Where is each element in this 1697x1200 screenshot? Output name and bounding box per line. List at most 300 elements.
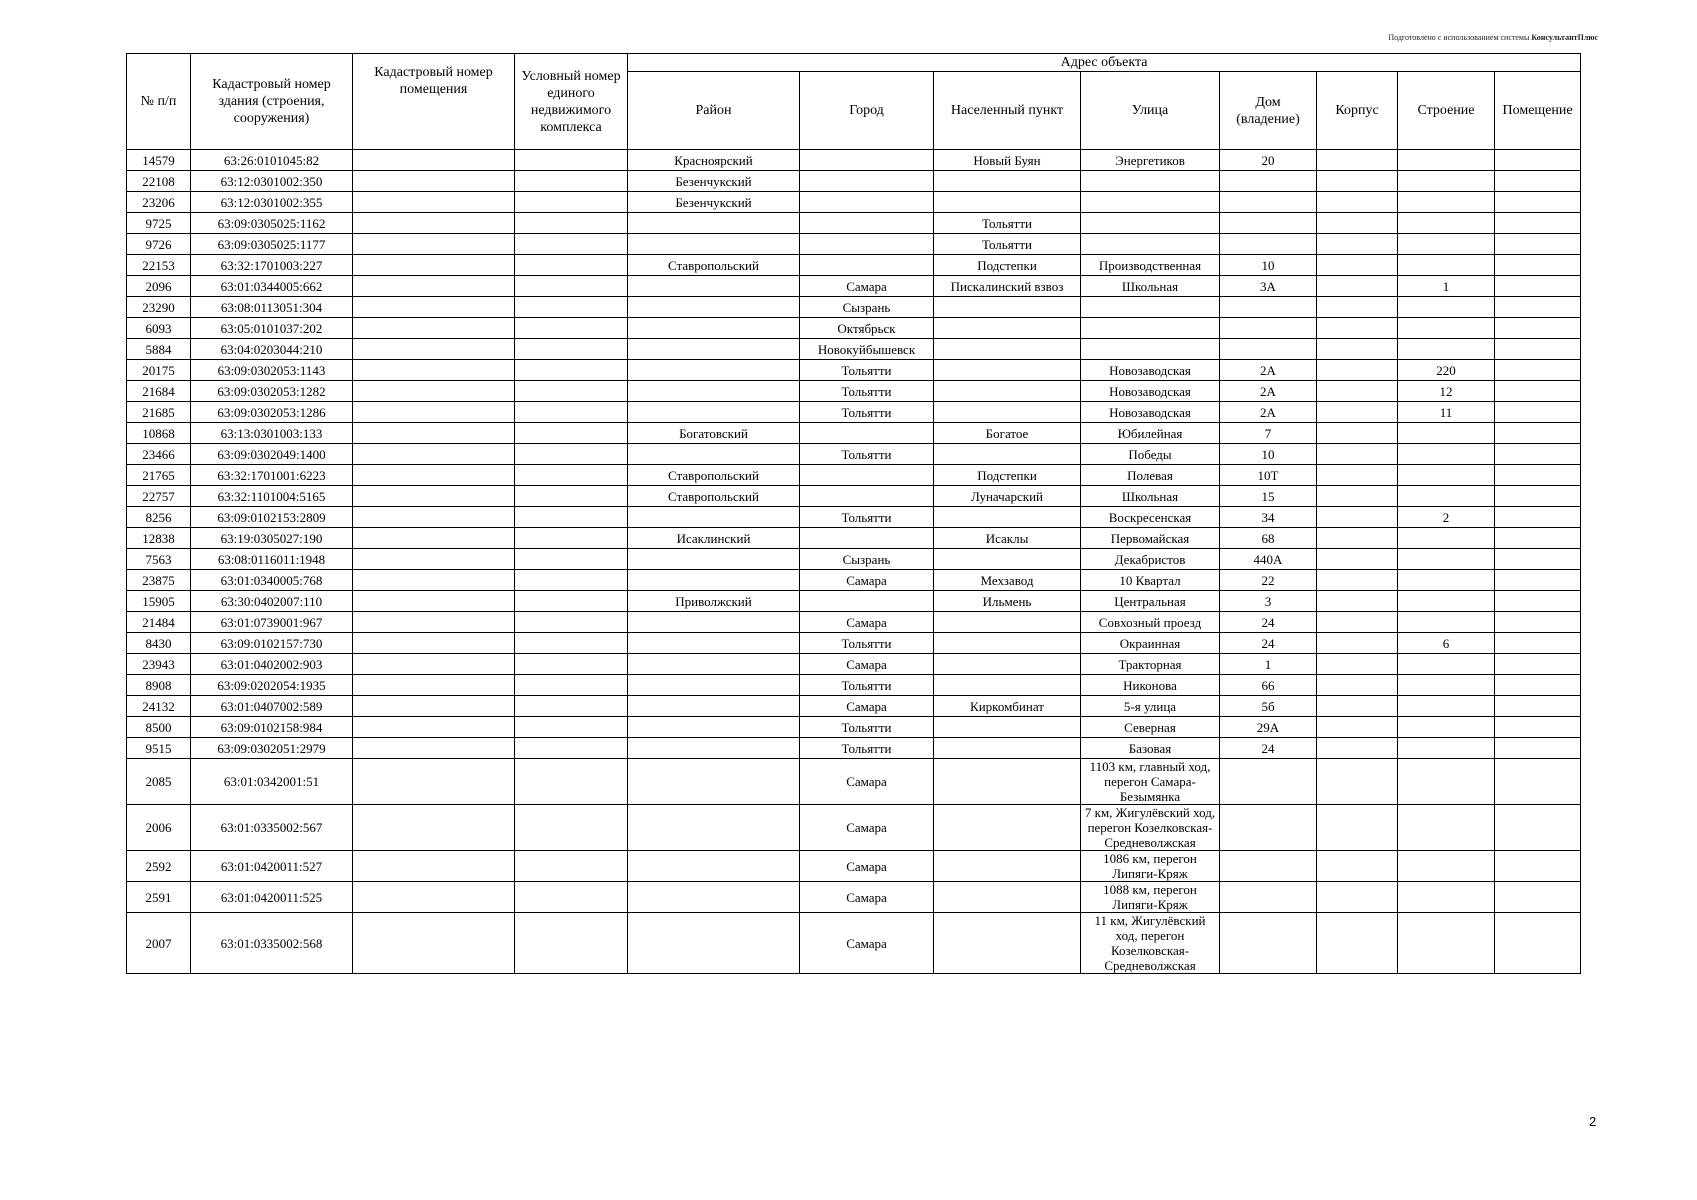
cell-house [1220, 171, 1317, 192]
cell-house [1220, 851, 1317, 882]
cell-house: 1 [1220, 654, 1317, 675]
cell-house: 29А [1220, 717, 1317, 738]
cell-number: 15905 [127, 591, 191, 612]
table-row [127, 717, 1581, 738]
cell-korpus [1317, 381, 1398, 402]
cell-city [800, 255, 934, 276]
cell-building-cadastral: 63:30:0402007:110 [191, 591, 353, 612]
cell-room [1495, 423, 1581, 444]
cell-building [1398, 150, 1495, 171]
cell-number: 23290 [127, 297, 191, 318]
cell-building [1398, 444, 1495, 465]
cell-korpus [1317, 549, 1398, 570]
cell-room-cadastral [353, 381, 515, 402]
cell-number: 21484 [127, 612, 191, 633]
cell-building-cadastral: 63:01:0335002:568 [191, 913, 353, 974]
cell-room [1495, 805, 1581, 851]
cell-house: 2А [1220, 402, 1317, 423]
cell-city: Тольятти [800, 717, 934, 738]
cell-korpus [1317, 360, 1398, 381]
cell-district [628, 882, 800, 913]
cell-locality [934, 318, 1081, 339]
cell-room [1495, 759, 1581, 805]
cell-building-cadastral: 63:09:0102153:2809 [191, 507, 353, 528]
cell-locality [934, 805, 1081, 851]
cell-building-cadastral: 63:01:0407002:589 [191, 696, 353, 717]
cell-city [800, 486, 934, 507]
table-row [127, 570, 1581, 591]
cell-room [1495, 612, 1581, 633]
cell-korpus [1317, 423, 1398, 444]
cell-building-cadastral: 63:09:0102158:984 [191, 717, 353, 738]
cell-korpus [1317, 654, 1398, 675]
cell-district [628, 339, 800, 360]
cell-city: Самара [800, 759, 934, 805]
cell-room [1495, 360, 1581, 381]
cell-room [1495, 549, 1581, 570]
cell-street: Новозаводская [1081, 402, 1220, 423]
cell-locality: Мехзавод [934, 570, 1081, 591]
cell-complex-number [515, 276, 628, 297]
cell-korpus [1317, 507, 1398, 528]
header-note-prefix: Подготовлено с использованием системы [1388, 33, 1530, 42]
cell-room-cadastral [353, 444, 515, 465]
cell-district [628, 318, 800, 339]
cell-room-cadastral [353, 192, 515, 213]
cell-building-cadastral: 63:09:0302049:1400 [191, 444, 353, 465]
cell-room-cadastral [353, 882, 515, 913]
cell-locality [934, 297, 1081, 318]
cell-complex-number [515, 570, 628, 591]
cell-room-cadastral [353, 913, 515, 974]
cell-complex-number [515, 234, 628, 255]
table-row [127, 591, 1581, 612]
cell-building-cadastral: 63:26:0101045:82 [191, 150, 353, 171]
cell-complex-number [515, 805, 628, 851]
cell-building: 1 [1398, 276, 1495, 297]
cell-locality: Пискалинский взвоз [934, 276, 1081, 297]
cell-city: Октябрьск [800, 318, 934, 339]
cell-number: 21685 [127, 402, 191, 423]
cell-korpus [1317, 465, 1398, 486]
cell-street: Полевая [1081, 465, 1220, 486]
cell-district: Богатовский [628, 423, 800, 444]
cell-korpus [1317, 591, 1398, 612]
cell-city: Самара [800, 913, 934, 974]
cell-house: 24 [1220, 633, 1317, 654]
cell-locality [934, 851, 1081, 882]
table-row [127, 654, 1581, 675]
cell-city: Тольятти [800, 402, 934, 423]
cell-house: 66 [1220, 675, 1317, 696]
cell-building [1398, 738, 1495, 759]
cell-building-cadastral: 63:09:0202054:1935 [191, 675, 353, 696]
table-row [127, 486, 1581, 507]
cell-locality [934, 381, 1081, 402]
table-row [127, 465, 1581, 486]
header-note-brand: КонсультантПлюс [1531, 33, 1598, 42]
cell-building [1398, 234, 1495, 255]
cell-room [1495, 234, 1581, 255]
cell-house: 68 [1220, 528, 1317, 549]
cell-district [628, 696, 800, 717]
cell-street: Декабристов [1081, 549, 1220, 570]
cell-number: 2007 [127, 913, 191, 974]
cell-building [1398, 851, 1495, 882]
table-row [127, 234, 1581, 255]
cell-locality [934, 675, 1081, 696]
cell-locality: Подстепки [934, 465, 1081, 486]
table-row [127, 696, 1581, 717]
cell-street: Школьная [1081, 486, 1220, 507]
cell-room-cadastral [353, 360, 515, 381]
cell-locality: Подстепки [934, 255, 1081, 276]
cell-house [1220, 913, 1317, 974]
cell-district [628, 360, 800, 381]
cell-complex-number [515, 675, 628, 696]
cell-street: Новозаводская [1081, 360, 1220, 381]
cell-locality: Луначарский [934, 486, 1081, 507]
cell-building-cadastral: 63:08:0116011:1948 [191, 549, 353, 570]
cell-korpus [1317, 213, 1398, 234]
cell-complex-number [515, 213, 628, 234]
table-row [127, 882, 1581, 913]
cell-complex-number [515, 717, 628, 738]
cell-complex-number [515, 423, 628, 444]
cell-street: Победы [1081, 444, 1220, 465]
cell-number: 21765 [127, 465, 191, 486]
cell-room [1495, 381, 1581, 402]
cell-room [1495, 654, 1581, 675]
cell-district [628, 276, 800, 297]
cell-room-cadastral [353, 759, 515, 805]
cell-room [1495, 570, 1581, 591]
cell-complex-number [515, 612, 628, 633]
cell-building [1398, 213, 1495, 234]
cell-room [1495, 150, 1581, 171]
cell-room-cadastral [353, 423, 515, 444]
col-header-complex-number: Условный номер единого недвижимого комплекса [515, 54, 628, 150]
cell-street: 7 км, Жигулёвский ход, перегон Козелковская-Средневолжская [1081, 805, 1220, 851]
cell-building-cadastral: 63:01:0344005:662 [191, 276, 353, 297]
cell-locality [934, 444, 1081, 465]
cell-building [1398, 171, 1495, 192]
cell-locality [934, 633, 1081, 654]
col-header-house: Дом (владение) [1220, 72, 1317, 150]
cell-district [628, 913, 800, 974]
cell-locality [934, 507, 1081, 528]
table-row [127, 612, 1581, 633]
cell-street: Новозаводская [1081, 381, 1220, 402]
cell-street [1081, 171, 1220, 192]
cell-number: 2591 [127, 882, 191, 913]
cell-room [1495, 882, 1581, 913]
cell-house [1220, 213, 1317, 234]
cell-city: Тольятти [800, 738, 934, 759]
cell-number: 8256 [127, 507, 191, 528]
cell-district [628, 717, 800, 738]
cell-district: Безенчукский [628, 171, 800, 192]
cell-locality: Новый Буян [934, 150, 1081, 171]
register-table [126, 53, 1581, 974]
cell-room-cadastral [353, 402, 515, 423]
cell-korpus [1317, 486, 1398, 507]
cell-complex-number [515, 851, 628, 882]
cell-building-cadastral: 63:13:0301003:133 [191, 423, 353, 444]
cell-building [1398, 339, 1495, 360]
col-header-city: Город [800, 72, 934, 150]
cell-building: 11 [1398, 402, 1495, 423]
cell-building [1398, 486, 1495, 507]
cell-building: 12 [1398, 381, 1495, 402]
cell-room [1495, 402, 1581, 423]
table-row [127, 528, 1581, 549]
cell-street: 11 км, Жигулёвский ход, перегон Козелковская-Средневолжская [1081, 913, 1220, 974]
table-row [127, 192, 1581, 213]
cell-building [1398, 675, 1495, 696]
cell-building-cadastral: 63:09:0302053:1282 [191, 381, 353, 402]
cell-room [1495, 675, 1581, 696]
cell-building [1398, 913, 1495, 974]
cell-korpus [1317, 402, 1398, 423]
cell-street: Первомайская [1081, 528, 1220, 549]
table-body [127, 150, 1581, 974]
cell-building [1398, 696, 1495, 717]
cell-room [1495, 213, 1581, 234]
cell-building [1398, 570, 1495, 591]
cell-building [1398, 423, 1495, 444]
cell-building-cadastral: 63:01:0420011:525 [191, 882, 353, 913]
cell-house [1220, 318, 1317, 339]
cell-house [1220, 759, 1317, 805]
cell-district [628, 234, 800, 255]
cell-room [1495, 591, 1581, 612]
cell-building-cadastral: 63:01:0335002:567 [191, 805, 353, 851]
cell-district: Исаклинский [628, 528, 800, 549]
cell-number: 23875 [127, 570, 191, 591]
cell-complex-number [515, 192, 628, 213]
cell-number: 7563 [127, 549, 191, 570]
cell-city [800, 591, 934, 612]
cell-district: Приволжский [628, 591, 800, 612]
cell-district [628, 738, 800, 759]
cell-street [1081, 234, 1220, 255]
cell-complex-number [515, 591, 628, 612]
cell-building [1398, 192, 1495, 213]
cell-district [628, 654, 800, 675]
cell-number: 12838 [127, 528, 191, 549]
cell-room [1495, 171, 1581, 192]
col-header-district: Район [628, 72, 800, 150]
cell-korpus [1317, 255, 1398, 276]
cell-number: 9515 [127, 738, 191, 759]
cell-number: 21684 [127, 381, 191, 402]
cell-city: Самара [800, 276, 934, 297]
cell-building-cadastral: 63:09:0102157:730 [191, 633, 353, 654]
cell-number: 23466 [127, 444, 191, 465]
cell-city: Самара [800, 805, 934, 851]
cell-number: 9725 [127, 213, 191, 234]
cell-district [628, 444, 800, 465]
cell-room-cadastral [353, 612, 515, 633]
cell-room-cadastral [353, 339, 515, 360]
cell-korpus [1317, 297, 1398, 318]
header-note [1388, 33, 1598, 42]
cell-building [1398, 318, 1495, 339]
cell-complex-number [515, 297, 628, 318]
cell-city [800, 528, 934, 549]
cell-room [1495, 717, 1581, 738]
cell-street: 1103 км, главный ход, перегон Самара-Безымянка [1081, 759, 1220, 805]
cell-locality: Исаклы [934, 528, 1081, 549]
cell-complex-number [515, 339, 628, 360]
cell-number: 2096 [127, 276, 191, 297]
cell-building-cadastral: 63:19:0305027:190 [191, 528, 353, 549]
col-header-building-cadastral: Кадастровый номер здания (строения, сооружения) [191, 54, 353, 150]
cell-house: 34 [1220, 507, 1317, 528]
cell-room-cadastral [353, 255, 515, 276]
cell-complex-number [515, 759, 628, 805]
cell-district [628, 570, 800, 591]
cell-locality [934, 360, 1081, 381]
cell-city: Сызрань [800, 297, 934, 318]
cell-locality [934, 882, 1081, 913]
cell-room-cadastral [353, 528, 515, 549]
cell-korpus [1317, 717, 1398, 738]
cell-korpus [1317, 570, 1398, 591]
cell-district: Ставропольский [628, 255, 800, 276]
cell-street [1081, 192, 1220, 213]
cell-room-cadastral [353, 213, 515, 234]
cell-house: 24 [1220, 612, 1317, 633]
cell-street: Центральная [1081, 591, 1220, 612]
cell-number: 23206 [127, 192, 191, 213]
cell-room [1495, 486, 1581, 507]
table-row [127, 276, 1581, 297]
cell-street: Юбилейная [1081, 423, 1220, 444]
cell-room [1495, 444, 1581, 465]
cell-room [1495, 255, 1581, 276]
cell-complex-number [515, 486, 628, 507]
cell-number: 6093 [127, 318, 191, 339]
cell-building [1398, 591, 1495, 612]
cell-complex-number [515, 171, 628, 192]
cell-room-cadastral [353, 717, 515, 738]
cell-room-cadastral [353, 318, 515, 339]
cell-room-cadastral [353, 805, 515, 851]
cell-korpus [1317, 805, 1398, 851]
cell-room-cadastral [353, 675, 515, 696]
cell-district [628, 675, 800, 696]
cell-city: Новокуйбышевск [800, 339, 934, 360]
table-row [127, 255, 1581, 276]
cell-street: 1086 км, перегон Липяги-Кряж [1081, 851, 1220, 882]
cell-complex-number [515, 360, 628, 381]
cell-house [1220, 297, 1317, 318]
cell-room-cadastral [353, 570, 515, 591]
cell-complex-number [515, 318, 628, 339]
col-header-locality: Населенный пункт [934, 72, 1081, 150]
cell-house: 5б [1220, 696, 1317, 717]
cell-room-cadastral [353, 738, 515, 759]
cell-street: Школьная [1081, 276, 1220, 297]
cell-house: 10Т [1220, 465, 1317, 486]
cell-locality [934, 549, 1081, 570]
cell-complex-number [515, 381, 628, 402]
cell-street [1081, 213, 1220, 234]
cell-locality [934, 171, 1081, 192]
cell-room-cadastral [353, 654, 515, 675]
cell-district: Красноярский [628, 150, 800, 171]
cell-room [1495, 633, 1581, 654]
cell-korpus [1317, 339, 1398, 360]
cell-korpus [1317, 276, 1398, 297]
table-row [127, 633, 1581, 654]
cell-korpus [1317, 882, 1398, 913]
table-row [127, 150, 1581, 171]
cell-street: 5-я улица [1081, 696, 1220, 717]
table-row [127, 851, 1581, 882]
cell-street: Тракторная [1081, 654, 1220, 675]
cell-district [628, 805, 800, 851]
cell-room [1495, 507, 1581, 528]
cell-korpus [1317, 696, 1398, 717]
cell-street: Энергетиков [1081, 150, 1220, 171]
cell-complex-number [515, 913, 628, 974]
cell-street: Воскресенская [1081, 507, 1220, 528]
cell-building: 6 [1398, 633, 1495, 654]
cell-city: Самара [800, 654, 934, 675]
cell-korpus [1317, 150, 1398, 171]
cell-building [1398, 255, 1495, 276]
cell-locality [934, 402, 1081, 423]
table-row [127, 423, 1581, 444]
cell-building [1398, 805, 1495, 851]
cell-complex-number [515, 150, 628, 171]
col-header-street: Улица [1081, 72, 1220, 150]
cell-house: 2А [1220, 381, 1317, 402]
cell-city [800, 213, 934, 234]
cell-number: 10868 [127, 423, 191, 444]
cell-room [1495, 738, 1581, 759]
cell-building [1398, 612, 1495, 633]
cell-room [1495, 913, 1581, 974]
table-row [127, 675, 1581, 696]
table-row [127, 213, 1581, 234]
table-row [127, 360, 1581, 381]
cell-city: Сызрань [800, 549, 934, 570]
table-row [127, 507, 1581, 528]
table-row [127, 738, 1581, 759]
cell-room [1495, 339, 1581, 360]
cell-city: Тольятти [800, 675, 934, 696]
cell-korpus [1317, 444, 1398, 465]
cell-city [800, 423, 934, 444]
cell-house: 10 [1220, 255, 1317, 276]
cell-city [800, 150, 934, 171]
page-number: 2 [1589, 1114, 1597, 1129]
cell-room [1495, 192, 1581, 213]
cell-building-cadastral: 63:01:0342001:51 [191, 759, 353, 805]
table-row [127, 402, 1581, 423]
table-row [127, 318, 1581, 339]
cell-building-cadastral: 63:32:1701001:6223 [191, 465, 353, 486]
cell-complex-number [515, 738, 628, 759]
cell-locality [934, 738, 1081, 759]
cell-complex-number [515, 696, 628, 717]
cell-district [628, 297, 800, 318]
cell-district: Ставропольский [628, 465, 800, 486]
